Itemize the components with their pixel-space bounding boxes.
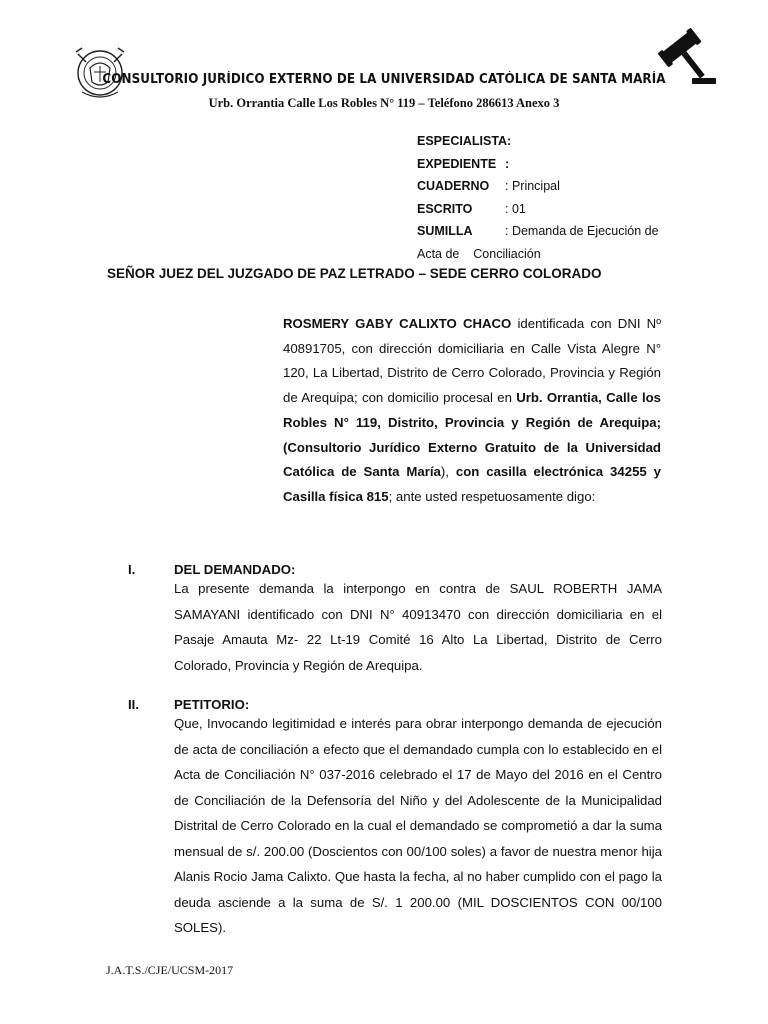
addressee-heading: SEÑOR JUEZ DEL JUZGADO DE PAZ LETRADO – SEDE CERRO COLORADO	[107, 266, 602, 281]
expediente-label: EXPEDIENTE	[417, 156, 497, 171]
expediente-value: :	[505, 156, 510, 171]
especialista-label: ESPECIALISTA:	[417, 134, 512, 148]
intro-text-3: ; ante usted respetuosamente digo:	[388, 488, 596, 504]
section-2-body: Que, Invocando legitimidad e interés para obrar interpongo demanda de ejecución de acta de conciliación a efecto que el demandado cumpla con lo establecido en el Acta de Conciliación N° 037-2016 celebrado el 17 de Mayo del 2016 en el Centro de Conciliación de la Defensoría del Niño y del Adolescente de la Municipalidad Distrital de Cerro Colorado en la cual el demandado se comprometió a dar la suma mensual de s/. 200.00 (Doscientos con 00/100 soles) a favor de nuestra menor hija Alanis Rocio Jama Calixto. Que hasta la fecha, al no haber cumplido con el pago la deuda asciende a la suma de S/. 1 200.00 (MIL DOSCIENTOS CON 00/100 SOLES).	[174, 716, 662, 935]
header-address: Urb. Orrantia Calle Los Robles N° 119 – Teléfono 286613 Anexo 3	[208, 96, 560, 110]
section-1-body: La presente demanda la interpongo en contra de SAUL ROBERTH JAMA SAMAYANI identificado con DNI N° 40913470 con dirección domiciliaria en el Pasaje Amauta Mz- 22 Lt-19 Comité 16 Alto La Libertad, Distrito de Cerro Colorado, Provincia y Región de Arequipa.	[174, 581, 662, 673]
footer-reference: J.A.T.S./CJE/UCSM-2017	[106, 963, 234, 977]
sumilla-continuation: Acta de Conciliación	[417, 246, 541, 261]
electronic-box: con casilla electrónica 34255 y Casilla física 815	[283, 464, 661, 504]
intro-paragraph	[283, 312, 661, 510]
intro-text-2: ),	[440, 464, 456, 480]
section-2-number: II.	[128, 697, 139, 712]
case-metadata	[417, 130, 667, 265]
intro-text-1: identificada con DNI Nº 40891705, con dirección domiciliaria en Calle Vista Alegre N° 120, La Libertad, Distrito de Cerro Colorado, Provincia y Región de Arequipa; con domicilio procesal en	[283, 316, 662, 406]
escrito-label: ESCRITO	[417, 201, 473, 216]
cuaderno-label: CUADERNO	[417, 179, 490, 193]
section-2-title: PETITORIO:	[174, 697, 250, 712]
sumilla-label: SUMILLA	[417, 224, 473, 238]
section-1-title: DEL DEMANDADO:	[174, 562, 296, 577]
escrito-value: : 01	[505, 201, 526, 216]
header-title: CONSULTORIO JURÍDICO EXTERNO DE LA UNIVERSIDAD CATÓLICA DE SANTA MARÍA	[102, 72, 666, 87]
procedural-address: Urb. Orrantia, Calle los Robles N° 119, Distrito, Provincia y Región de Arequipa; (Consultorio Jurídico Externo Gratuito de la Universidad Católica de Santa María	[283, 390, 661, 480]
section-1-number: I.	[128, 562, 136, 577]
sumilla-value: : Demanda de Ejecución de	[505, 224, 659, 238]
cuaderno-value: : Principal	[505, 179, 560, 193]
plaintiff-name: ROSMERY GABY CALIXTO CHACO	[283, 316, 512, 331]
